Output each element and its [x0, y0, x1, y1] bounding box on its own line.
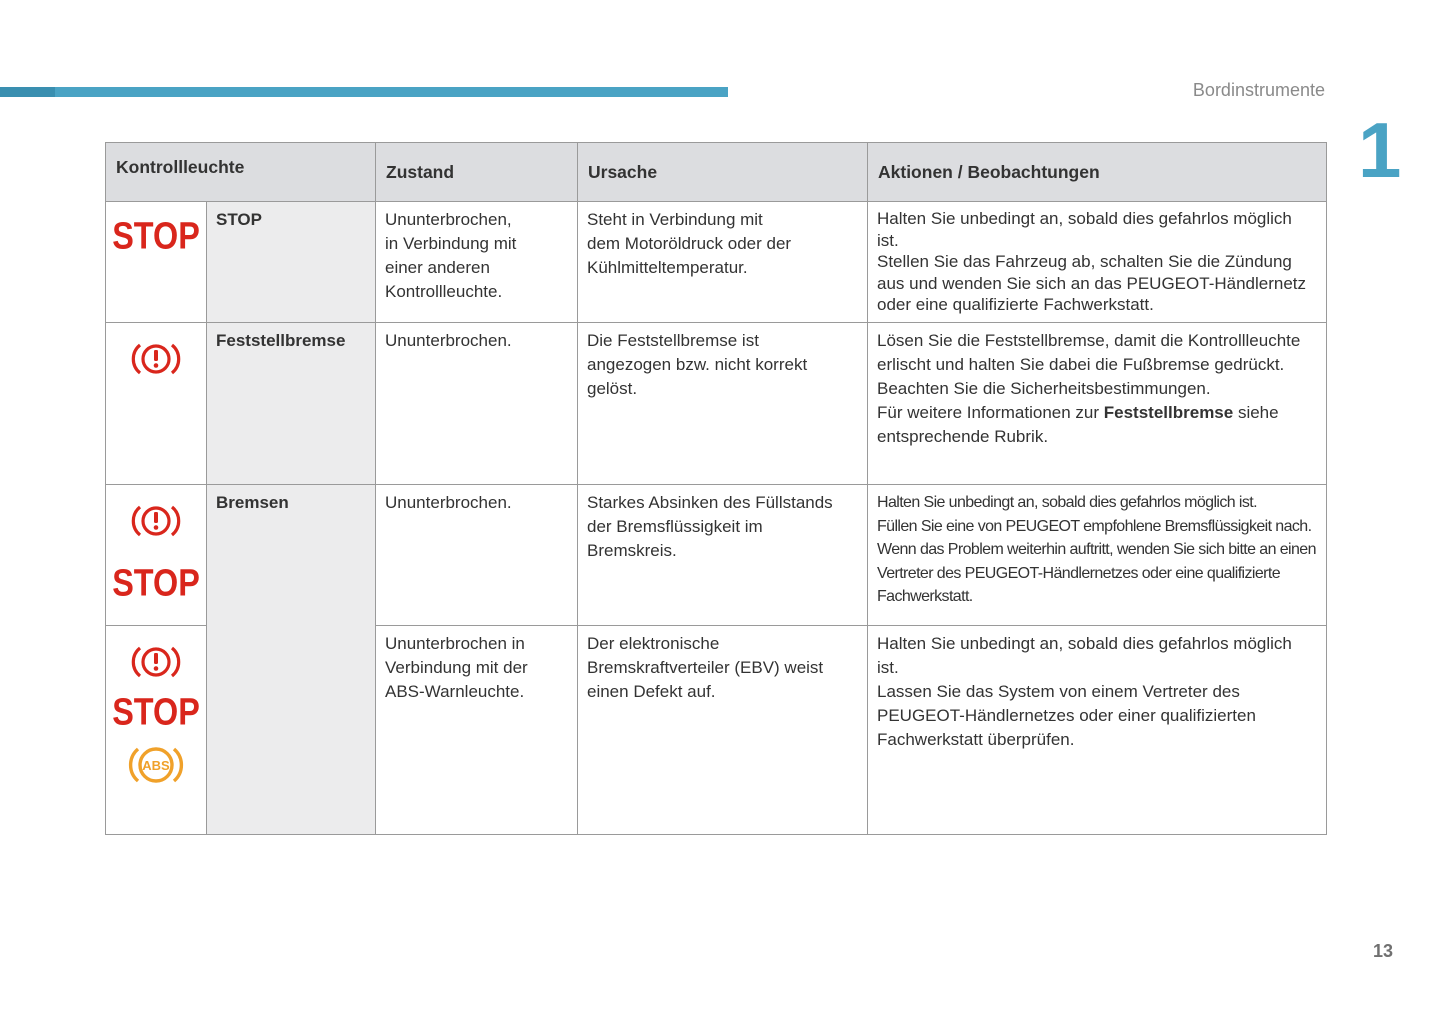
table-row: [106, 323, 1327, 485]
icon-cell: [106, 485, 207, 626]
warning-light-name: STOP: [207, 202, 376, 323]
aktionen-paragraph: Stellen Sie das Fahrzeug ab, schalten Sie die Zündung aus und wenden Sie sich an das PEUGEOT-Händlernetz oder eine qualifizierte Fachwerkstatt.: [877, 252, 1307, 314]
stop-icon-text: STOP: [112, 562, 200, 605]
aktionen-paragraph: Beachten Sie die Sicherheitsbestimmungen.: [877, 379, 1211, 398]
icon-cell: [106, 323, 207, 485]
ursache-line: Starkes Absinken des Füllstands: [587, 493, 833, 512]
ursache-line: angezogen bzw. nicht korrekt: [587, 355, 808, 374]
chapter-number: 1: [1358, 106, 1402, 194]
icon-cell: [106, 626, 207, 835]
aktionen-paragraph: Lösen Sie die Feststellbremse, damit die Kontrollleuchte erlischt und halten Sie dabei die Fußbremse gedrückt.: [877, 331, 1301, 374]
ursache-line: Kühlmitteltemperatur.: [587, 258, 748, 277]
ursache-line: Die Feststellbremse ist: [587, 331, 759, 350]
ursache-cell: [578, 323, 868, 485]
ursache-line: Steht in Verbindung mit: [587, 210, 763, 229]
ursache-line: dem Motoröldruck oder der: [587, 234, 792, 253]
ursache-line: der Bremsflüssigkeit im: [587, 517, 763, 536]
aktionen-paragraph: Halten Sie unbedingt an, sobald dies gefahrlos möglich ist.: [877, 494, 1257, 511]
zustand-line: Verbindung mit der: [385, 658, 528, 677]
ursache-cell: [578, 202, 868, 323]
zustand-cell: [376, 323, 578, 485]
ursache-line: einen Defekt auf.: [587, 682, 716, 701]
warning-lights-table: [105, 142, 1327, 835]
aktionen-cell: [868, 485, 1327, 626]
stop-icon: [112, 555, 200, 605]
aktionen-paragraph: Halten Sie unbedingt an, sobald dies gefahrlos möglich ist.: [877, 634, 1292, 677]
stop-icon: [112, 684, 200, 734]
header-accent-bar: [55, 87, 728, 97]
ursache-line: Bremskreis.: [587, 541, 677, 560]
reference-text: Für weitere Informationen zur: [877, 403, 1104, 422]
zustand-line: Ununterbrochen,: [385, 210, 512, 229]
aktionen-cell: [868, 202, 1327, 323]
brake-warning-icon: [131, 642, 181, 682]
column-header-ursache: Ursache: [578, 143, 868, 202]
section-title: Bordinstrumente: [1192, 80, 1325, 100]
table-row: [106, 202, 1327, 323]
header-accent-bar-dark: [0, 87, 55, 97]
zustand-cell: [376, 485, 578, 626]
stop-icon-text: STOP: [112, 691, 200, 734]
icon-cell: [106, 202, 207, 323]
zustand-cell: [376, 202, 578, 323]
table-row: [106, 485, 1327, 626]
zustand-line: Ununterbrochen.: [385, 331, 512, 350]
zustand-line: Ununterbrochen in: [385, 634, 525, 653]
aktionen-paragraph: Lassen Sie das System von einem Vertreter des PEUGEOT-Händlernetzes oder einer qualifizierten Fachwerkstatt überprüfen.: [877, 682, 1256, 749]
page-number: 13: [1373, 941, 1394, 961]
ursache-line: Bremskraftverteiler (EBV) weist: [587, 658, 824, 677]
ursache-line: Der elektronische: [587, 634, 720, 653]
ursache-cell: [578, 485, 868, 626]
reference-bold: Feststellbremse: [1103, 403, 1234, 422]
zustand-line: ABS-Warnleuchte.: [385, 682, 525, 701]
ursache-line: gelöst.: [587, 379, 638, 398]
stop-icon: [112, 208, 200, 258]
table-header-row: [106, 143, 1327, 202]
aktionen-paragraph: Halten Sie unbedingt an, sobald dies gefahrlos möglich ist.: [877, 209, 1292, 250]
aktionen-cell: [868, 323, 1327, 485]
warning-light-name: Bremsen: [207, 485, 376, 835]
aktionen-paragraph: Wenn das Problem weiterhin auftritt, wenden Sie sich bitte an einen Vertreter des PEUGEOT-Händlernetzes oder eine qualifizierte Fachwerkstatt.: [877, 541, 1316, 605]
parking-brake-warning-icon: [131, 339, 181, 379]
column-header-aktionen: Aktionen / Beobachtungen: [868, 143, 1327, 202]
aktionen-cell: [868, 626, 1327, 835]
zustand-cell: [376, 626, 578, 835]
abs-icon: [126, 742, 186, 788]
zustand-line: in Verbindung mit: [385, 234, 517, 253]
abs-icon-text: ABS: [142, 758, 170, 773]
zustand-line: einer anderen: [385, 258, 490, 277]
ursache-cell: [578, 626, 868, 835]
warning-light-name: Feststellbremse: [207, 323, 376, 485]
aktionen-reference: [877, 401, 1317, 449]
zustand-line: Kontrollleuchte.: [385, 282, 503, 301]
brake-warning-icon: [131, 501, 181, 541]
aktionen-paragraph: Füllen Sie eine von PEUGEOT empfohlene Bremsflüssigkeit nach.: [877, 517, 1312, 535]
column-header-zustand: Zustand: [376, 143, 578, 202]
stop-icon-text: STOP: [112, 215, 200, 258]
zustand-line: Ununterbrochen.: [385, 493, 512, 512]
reference-text: siehe entsprechende Rubrik.: [877, 403, 1279, 446]
column-header-kontrollleuchte: Kontrollleuchte: [106, 143, 376, 202]
